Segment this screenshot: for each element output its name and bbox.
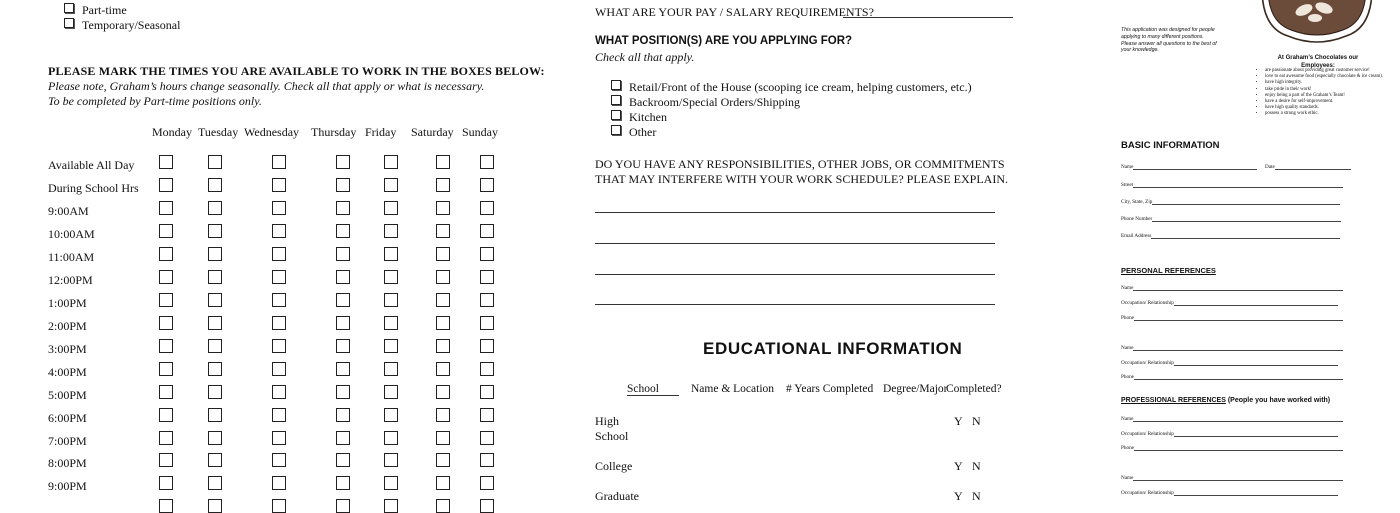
position-option[interactable] — [611, 95, 800, 110]
time-label: 5:00PM — [48, 388, 87, 402]
availability-checkbox[interactable] — [272, 224, 286, 238]
availability-checkbox[interactable] — [272, 499, 286, 513]
professional-ref1-phone[interactable]: Phone — [1121, 445, 1343, 451]
personal-ref1-occupation[interactable]: Occupation/ Relationship — [1121, 300, 1338, 306]
time-label: 10:00AM — [48, 227, 95, 241]
availability-checkbox[interactable] — [384, 178, 398, 192]
availability-checkbox[interactable] — [159, 499, 173, 513]
time-label: 9:00PM — [48, 479, 87, 493]
availability-checkbox[interactable] — [384, 247, 398, 261]
availability-checkbox[interactable] — [384, 476, 398, 490]
position-note: Check all that apply. — [595, 50, 695, 64]
availability-checkbox[interactable] — [336, 224, 350, 238]
availability-checkbox[interactable] — [208, 499, 222, 513]
availability-checkbox[interactable] — [480, 316, 494, 330]
edu-col-completed: Completed? — [946, 383, 1002, 395]
availability-checkbox[interactable] — [436, 247, 450, 261]
professional-ref1-name[interactable]: Name — [1121, 416, 1343, 422]
position-checkbox[interactable] — [611, 95, 621, 105]
availability-checkbox[interactable] — [336, 431, 350, 445]
availability-checkbox[interactable] — [159, 247, 173, 261]
position-heading: WHAT POSITION(S) ARE YOU APPLYING FOR? — [595, 35, 853, 47]
edu-graduate-no[interactable]: N — [972, 489, 981, 503]
position-label: Backroom/Special Orders/Shipping — [629, 95, 800, 109]
availability-checkbox[interactable] — [336, 247, 350, 261]
availability-checkbox[interactable] — [384, 431, 398, 445]
trait-item: • possess a strong work ethic. — [1265, 111, 1385, 117]
time-label: 2:00PM — [48, 319, 87, 333]
availability-checkbox[interactable] — [384, 293, 398, 307]
time-label: 4:00PM — [48, 365, 87, 379]
time-label: 8:00PM — [48, 456, 87, 470]
day-header-monday: Monday — [152, 125, 192, 139]
availability-checkbox[interactable] — [272, 431, 286, 445]
availability-checkbox[interactable] — [159, 408, 173, 422]
availability-checkbox[interactable] — [436, 339, 450, 353]
availability-checkbox[interactable] — [384, 385, 398, 399]
checkbox-part-time[interactable] — [64, 3, 74, 13]
availability-note-2: To be completed by Part-time positions only. — [48, 94, 262, 108]
availability-checkbox[interactable] — [436, 224, 450, 238]
availability-checkbox[interactable] — [336, 155, 350, 169]
option-temporary[interactable]: Temporary/Seasonal — [64, 18, 180, 33]
personal-ref1-phone[interactable]: Phone — [1121, 315, 1343, 321]
availability-checkbox[interactable] — [336, 293, 350, 307]
pay-answer-line[interactable] — [843, 17, 1013, 18]
responsibilities-question: DO YOU HAVE ANY RESPONSIBILITIES, OTHER JOBS, OR COMMITMENTS THAT MAY INTERFERE WITH YOUR WORK SCHEDULE? PLEASE EXPLAIN. — [595, 157, 1008, 186]
availability-checkbox[interactable] — [159, 339, 173, 353]
time-label: 11:00AM — [48, 250, 95, 264]
availability-checkbox[interactable] — [208, 408, 222, 422]
time-label: 3:00PM — [48, 342, 87, 356]
availability-checkbox[interactable] — [159, 385, 173, 399]
availability-checkbox[interactable] — [272, 270, 286, 284]
trait-item: • love to eat awesome food (especially chocolate & ice cream). — [1265, 74, 1385, 80]
basic-city-field[interactable]: City, State, Zip — [1121, 199, 1340, 205]
edu-graduate-yes[interactable]: Y — [954, 489, 963, 503]
basic-email-field[interactable]: Email Address — [1121, 233, 1340, 239]
availability-checkbox[interactable] — [384, 316, 398, 330]
availability-checkbox[interactable] — [208, 431, 222, 445]
position-checkbox[interactable] — [611, 125, 621, 135]
checkbox-temporary[interactable] — [64, 18, 74, 28]
pay-question: WHAT ARE YOUR PAY / SALARY REQUIREMENTS? — [595, 5, 874, 19]
trait-item: • take pride in their work! — [1265, 87, 1385, 93]
availability-checkbox[interactable] — [159, 178, 173, 192]
availability-checkbox[interactable] — [208, 247, 222, 261]
time-label: 12:00PM — [48, 273, 93, 287]
availability-checkbox[interactable] — [208, 316, 222, 330]
availability-checkbox[interactable] — [384, 453, 398, 467]
position-label: Other — [629, 125, 657, 139]
availability-checkbox[interactable] — [208, 155, 222, 169]
trait-item: • have a desire for self-improvement. — [1265, 99, 1385, 105]
edu-high-school-no[interactable]: N — [972, 414, 981, 428]
availability-checkbox[interactable] — [436, 270, 450, 284]
availability-checkbox[interactable] — [480, 453, 494, 467]
availability-checkbox[interactable] — [436, 316, 450, 330]
day-header-saturday: Saturday — [411, 125, 454, 139]
availability-checkbox[interactable] — [336, 476, 350, 490]
availability-checkbox[interactable] — [208, 476, 222, 490]
time-label: 9:00AM — [48, 204, 89, 218]
edu-row-high-school: High School — [595, 414, 629, 443]
edu-col-degree: Degree/Major — [883, 383, 948, 395]
basic-street-field[interactable]: Street — [1121, 182, 1343, 188]
availability-checkbox[interactable] — [480, 408, 494, 422]
availability-checkbox[interactable] — [384, 155, 398, 169]
availability-checkbox[interactable] — [436, 293, 450, 307]
availability-checkbox[interactable] — [480, 362, 494, 376]
availability-checkbox[interactable] — [480, 499, 494, 513]
availability-checkbox[interactable] — [436, 178, 450, 192]
availability-checkbox[interactable] — [159, 453, 173, 467]
personal-ref2-name[interactable]: Name — [1121, 345, 1343, 351]
availability-checkbox[interactable] — [272, 408, 286, 422]
availability-checkbox[interactable] — [159, 362, 173, 376]
professional-ref1-occupation[interactable]: Occupation/ Relationship — [1121, 431, 1338, 437]
availability-checkbox[interactable] — [436, 431, 450, 445]
basic-phone-field[interactable]: Phone Number — [1121, 216, 1341, 222]
availability-checkbox[interactable] — [272, 316, 286, 330]
availability-checkbox[interactable] — [480, 431, 494, 445]
availability-checkbox[interactable] — [480, 476, 494, 490]
answer-line-2[interactable] — [595, 243, 995, 244]
availability-checkbox[interactable] — [159, 224, 173, 238]
availability-checkbox[interactable] — [336, 385, 350, 399]
day-header-tuesday: Tuesday — [198, 125, 239, 139]
availability-checkbox[interactable] — [208, 293, 222, 307]
availability-checkbox[interactable] — [436, 385, 450, 399]
availability-checkbox[interactable] — [159, 270, 173, 284]
edu-header-underline — [627, 395, 679, 396]
position-option[interactable] — [611, 110, 667, 125]
availability-checkbox[interactable] — [336, 499, 350, 513]
answer-line-3[interactable] — [595, 274, 995, 275]
education-heading: EDUCATIONAL INFORMATION — [703, 339, 963, 358]
time-label: 7:00PM — [48, 434, 87, 448]
availability-checkbox[interactable] — [384, 201, 398, 215]
availability-checkbox[interactable] — [208, 385, 222, 399]
position-checkbox[interactable] — [611, 110, 621, 120]
edu-college-no[interactable]: N — [972, 459, 981, 473]
availability-heading: PLEASE MARK THE TIMES YOU ARE AVAILABLE TO WORK IN THE BOXES BELOW: — [48, 64, 545, 78]
logo-icon — [1258, 0, 1376, 44]
basic-date-field[interactable]: Date — [1265, 164, 1351, 170]
edu-row-graduate: Graduate — [595, 489, 639, 503]
availability-checkbox[interactable] — [480, 201, 494, 215]
availability-checkbox[interactable] — [436, 453, 450, 467]
answer-line-1[interactable] — [595, 212, 995, 213]
employees-heading: At Graham’s Chocolates our Employees: — [1277, 55, 1359, 69]
edu-col-years: # Years Completed — [786, 383, 874, 395]
availability-checkbox[interactable] — [336, 316, 350, 330]
availability-checkbox[interactable] — [480, 385, 494, 399]
day-header-wednesday: Wednesday — [244, 125, 300, 139]
position-label: Kitchen — [629, 110, 667, 124]
availability-checkbox[interactable] — [336, 339, 350, 353]
availability-checkbox[interactable] — [480, 270, 494, 284]
edu-high-school-yes[interactable]: Y — [954, 414, 963, 428]
availability-checkbox[interactable] — [159, 201, 173, 215]
availability-checkbox[interactable] — [159, 316, 173, 330]
availability-checkbox[interactable] — [336, 178, 350, 192]
day-header-sunday: Sunday — [462, 125, 498, 139]
time-label: 6:00PM — [48, 411, 87, 425]
availability-checkbox[interactable] — [208, 362, 222, 376]
availability-checkbox[interactable] — [272, 155, 286, 169]
availability-checkbox[interactable] — [336, 408, 350, 422]
availability-checkbox[interactable] — [436, 362, 450, 376]
availability-checkbox[interactable] — [272, 247, 286, 261]
personal-ref1-name[interactable]: Name — [1121, 285, 1343, 291]
day-header-thursday: Thursday — [311, 125, 357, 139]
availability-checkbox[interactable] — [436, 408, 450, 422]
availability-checkbox[interactable] — [436, 499, 450, 513]
availability-checkbox[interactable] — [480, 155, 494, 169]
availability-checkbox[interactable] — [208, 224, 222, 238]
availability-checkbox[interactable] — [272, 453, 286, 467]
trait-item: • have high integrity. — [1265, 80, 1385, 86]
trait-item: • enjoy being a part of the Graham’s Team! — [1265, 93, 1385, 99]
application-intro: This application was designed for people applying to many different positions. Please answer all questions to the best of your knowledge. — [1121, 27, 1217, 54]
edu-col-school: School — [627, 383, 659, 395]
basic-info-heading: BASIC INFORMATION — [1121, 140, 1220, 151]
availability-checkbox[interactable] — [336, 270, 350, 284]
time-label: Available All Day — [48, 158, 135, 172]
availability-checkbox[interactable] — [272, 362, 286, 376]
availability-checkbox[interactable] — [272, 178, 286, 192]
availability-checkbox[interactable] — [480, 178, 494, 192]
trait-item: • have high quality standards. — [1265, 105, 1385, 111]
availability-checkbox[interactable] — [272, 476, 286, 490]
edu-college-yes[interactable]: Y — [954, 459, 963, 473]
professional-ref2-occupation[interactable]: Occupation/ Relationship — [1121, 490, 1338, 496]
availability-checkbox[interactable] — [159, 293, 173, 307]
option-part-time[interactable]: Part-time — [64, 3, 127, 18]
availability-checkbox[interactable] — [436, 201, 450, 215]
personal-references-heading: PERSONAL REFERENCES — [1121, 266, 1216, 275]
availability-checkbox[interactable] — [336, 362, 350, 376]
availability-checkbox[interactable] — [272, 201, 286, 215]
edu-row-college: College — [595, 459, 633, 473]
availability-checkbox[interactable] — [208, 270, 222, 284]
availability-checkbox[interactable] — [272, 339, 286, 353]
edu-col-name-location: Name & Location — [691, 383, 775, 395]
availability-checkbox[interactable] — [384, 270, 398, 284]
position-checkbox[interactable] — [611, 80, 621, 90]
professional-references-heading: PROFESSIONAL REFERENCES (People you have worked with) — [1121, 397, 1331, 404]
availability-checkbox[interactable] — [272, 385, 286, 399]
availability-checkbox[interactable] — [208, 201, 222, 215]
personal-ref2-occupation[interactable]: Occupation/ Relationship — [1121, 360, 1338, 366]
professional-ref2-name[interactable]: Name — [1121, 475, 1343, 481]
availability-checkbox[interactable] — [208, 339, 222, 353]
time-label: 1:00PM — [48, 296, 87, 310]
trait-item: • are passionate about providing great customer service! — [1265, 68, 1385, 74]
availability-checkbox[interactable] — [384, 499, 398, 513]
availability-checkbox[interactable] — [336, 453, 350, 467]
traits-list — [1252, 68, 1385, 118]
availability-checkbox[interactable] — [384, 408, 398, 422]
availability-checkbox[interactable] — [480, 247, 494, 261]
personal-ref2-phone[interactable]: Phone — [1121, 374, 1343, 380]
availability-note: Please note, Graham’s hours change seasonally. Check all that apply or what is necessary. — [48, 79, 485, 93]
position-option[interactable] — [611, 80, 972, 95]
basic-name-field[interactable]: Name — [1121, 164, 1257, 170]
availability-checkbox[interactable] — [208, 453, 222, 467]
availability-checkbox[interactable] — [159, 155, 173, 169]
time-label: During School Hrs — [48, 181, 139, 195]
availability-checkbox[interactable] — [384, 224, 398, 238]
availability-checkbox[interactable] — [480, 339, 494, 353]
availability-checkbox[interactable] — [384, 339, 398, 353]
position-option[interactable] — [611, 125, 656, 140]
availability-checkbox[interactable] — [436, 155, 450, 169]
availability-checkbox[interactable] — [436, 476, 450, 490]
availability-checkbox[interactable] — [272, 293, 286, 307]
availability-checkbox[interactable] — [208, 178, 222, 192]
availability-checkbox[interactable] — [384, 362, 398, 376]
availability-checkbox[interactable] — [336, 201, 350, 215]
day-header-friday: Friday — [365, 125, 397, 139]
answer-line-4[interactable] — [595, 304, 995, 305]
availability-checkbox[interactable] — [159, 431, 173, 445]
availability-checkbox[interactable] — [159, 476, 173, 490]
position-label: Retail/Front of the House (scooping ice cream, helping customers, etc.) — [629, 80, 972, 94]
availability-checkbox[interactable] — [480, 293, 494, 307]
availability-checkbox[interactable] — [480, 224, 494, 238]
